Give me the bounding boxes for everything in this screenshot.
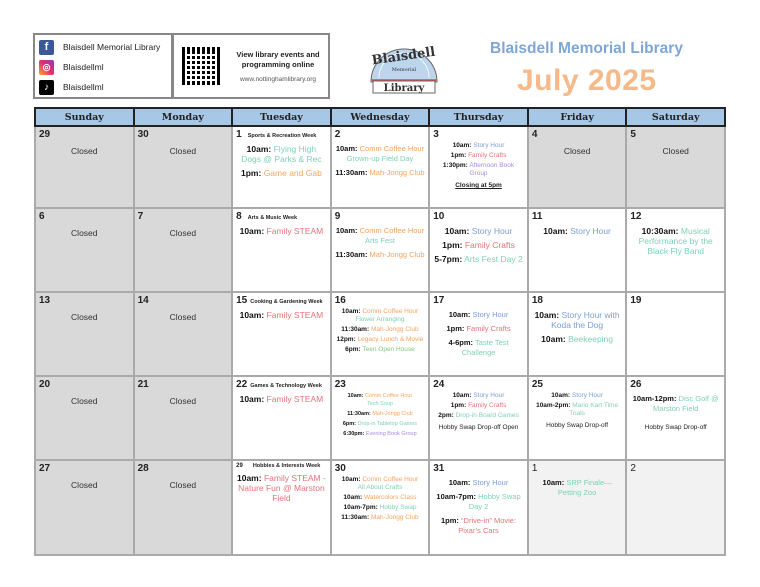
event: 11:30am: Mah-Jongg Club xyxy=(341,514,419,521)
week-row xyxy=(35,292,725,376)
day-number: 27 xyxy=(39,463,51,474)
day-number: 8 Arts & Music Week xyxy=(236,211,298,222)
day-cell[interactable] xyxy=(232,126,331,208)
day-cell[interactable] xyxy=(35,376,134,460)
day-cell[interactable] xyxy=(35,126,134,208)
event: 1pm: Family Crafts xyxy=(446,324,511,333)
svg-text:Blaisdell: Blaisdell xyxy=(370,44,437,69)
event: 10am: Family STEAM xyxy=(239,394,324,404)
weekday-sunday: Sunday xyxy=(35,108,134,126)
week-row xyxy=(35,460,725,555)
closed-label: Closed xyxy=(71,312,98,322)
day-cell[interactable] xyxy=(429,126,528,208)
weekday-monday: Monday xyxy=(134,108,233,126)
event: 10am: Family STEAM xyxy=(239,226,324,236)
day-number: 1 Sports & Recreation Week xyxy=(236,129,317,140)
day-number: 15 Cooking & Gardening Week xyxy=(236,295,323,306)
event: 10am: Story Hour xyxy=(452,142,505,149)
theme-week-label: Games & Technology Week xyxy=(250,383,322,389)
svg-text:Memorial: Memorial xyxy=(391,67,417,73)
day-number: 22 Games & Technology Week xyxy=(236,379,322,390)
weekday-tuesday: Tuesday xyxy=(232,108,331,126)
event: 6pm: Drop-in Tabletop Games xyxy=(342,421,418,427)
day-number: 20 xyxy=(39,379,51,390)
day-cell[interactable] xyxy=(626,208,725,292)
closed-label: Closed xyxy=(71,396,98,406)
event: 10am: Beekeeping xyxy=(541,334,614,344)
day-number: 29 Hobbies & Interests Week xyxy=(236,463,321,469)
day-cell[interactable] xyxy=(232,460,331,555)
day-number: 11 xyxy=(531,211,543,222)
library-logo-icon xyxy=(365,38,443,96)
website-url[interactable]: www.nottinghamlibrary.org xyxy=(239,75,317,83)
day-number: 23 xyxy=(334,379,346,390)
event: 10am: Comm Coffee Hour Arts Fest xyxy=(335,226,425,245)
event: 10am: Flying High Dogs @ Parks & Rec xyxy=(241,144,322,164)
day-number: 18 xyxy=(531,295,543,306)
day-cell[interactable] xyxy=(232,376,331,460)
day-number: 17 xyxy=(433,295,445,306)
closed-label: Closed xyxy=(169,396,197,406)
day-number: 28 xyxy=(137,463,149,474)
event: 6:30pm: Evening Book Group xyxy=(343,431,417,437)
day-cell[interactable] xyxy=(232,208,331,292)
library-name-title: Blaisdell Memorial Library xyxy=(490,40,683,57)
day-number: 6 xyxy=(39,211,45,222)
closed-label: Closed xyxy=(169,146,197,156)
event: 10am: Story Hour xyxy=(452,392,505,399)
facebook-label: Blaisdell Memorial Library xyxy=(63,42,161,52)
day-cell[interactable] xyxy=(626,460,725,555)
event: 10am-2pm: Mario Kart Time Trials xyxy=(536,402,619,417)
day-number: 10 xyxy=(433,211,445,222)
theme-week-label: Hobbies & Interests Week xyxy=(252,463,321,469)
closed-label: Closed xyxy=(169,480,197,490)
event: 10am-12pm: Disc Golf @ Marston Field xyxy=(632,394,719,413)
day-number: 2 xyxy=(630,463,636,474)
day-cell[interactable] xyxy=(528,208,627,292)
day-number: 1 xyxy=(531,463,538,474)
day-cell[interactable] xyxy=(232,292,331,376)
event: 1pm: Family Crafts xyxy=(450,152,507,159)
event: 11:30am: Mah-Jongg Club xyxy=(335,168,425,177)
closed-label: Closed xyxy=(71,480,98,490)
closed-label: Closed xyxy=(169,228,197,238)
day-cell[interactable] xyxy=(331,126,430,208)
event: 5-7pm: Arts Fest Day 2 xyxy=(434,254,523,264)
day-number: 26 xyxy=(630,379,642,390)
event: 10am: Family STEAM - Nature Fun @ Marston Field xyxy=(236,473,326,503)
qr-code-box xyxy=(172,33,330,99)
weekday-header-row xyxy=(35,108,725,126)
day-number: 25 xyxy=(531,379,543,390)
event: 10am: Story Hour xyxy=(543,226,611,236)
day-cell[interactable] xyxy=(626,376,725,460)
instagram-label: Blaisdellml xyxy=(63,62,104,72)
event: 10am: SRP Finale—Petting Zoo xyxy=(542,478,612,497)
qr-text xyxy=(228,50,328,83)
event: 11:30am: Mah-Jongg Club xyxy=(335,250,425,259)
tiktok-label: Blaisdellml xyxy=(63,82,104,92)
day-number: 30 xyxy=(334,463,346,474)
event: 10am: Comm Coffee Hour Flower Arranging xyxy=(341,308,419,323)
day-cell[interactable] xyxy=(35,208,134,292)
theme-week-label: Sports & Recreation Week xyxy=(247,133,317,139)
day-cell[interactable] xyxy=(134,376,233,460)
event: 10am: Watercolors Class xyxy=(343,494,417,501)
event: 10am: Story Hour xyxy=(448,478,509,487)
day-number: 12 xyxy=(630,211,642,222)
closed-label: Closed xyxy=(71,146,98,156)
event: 10am: Story Hour with Koda the Dog xyxy=(534,310,620,330)
day-number: 5 xyxy=(630,129,636,140)
day-cell[interactable] xyxy=(528,376,627,460)
theme-week-label: Arts & Music Week xyxy=(247,215,298,221)
closed-label: Closed xyxy=(71,228,98,238)
hobby-swap-note: Hobby Swap Drop-off Open xyxy=(438,424,519,431)
theme-week-label: Cooking & Gardening Week xyxy=(250,299,323,305)
event: 10am-7pm: Hobby Swap xyxy=(343,504,417,511)
week-row xyxy=(35,208,725,292)
day-cell[interactable] xyxy=(528,460,627,555)
week-row xyxy=(35,126,725,208)
day-number: 9 xyxy=(334,211,341,222)
closed-label: Closed xyxy=(662,146,689,156)
day-number: 16 xyxy=(334,295,346,306)
day-cell[interactable] xyxy=(35,460,134,555)
day-number: 24 xyxy=(433,379,445,390)
facebook-icon: f xyxy=(39,40,54,55)
event: 1pm: Family Crafts xyxy=(450,402,507,409)
qr-line-2: programming online xyxy=(241,59,315,69)
day-cell[interactable] xyxy=(134,292,233,376)
day-number: 13 xyxy=(39,295,51,306)
facebook-row[interactable] xyxy=(39,37,167,57)
month-title: July 2025 xyxy=(517,64,657,97)
day-cell[interactable] xyxy=(528,126,627,208)
day-number: 30 xyxy=(137,129,149,140)
day-number: 4 xyxy=(531,129,538,140)
event: 10am: Comm Coffee Hour Tech Soup xyxy=(347,393,413,407)
event: 1pm: Game and Gab xyxy=(241,168,322,178)
weekday-saturday: Saturday xyxy=(626,108,725,126)
instagram-row[interactable] xyxy=(39,57,167,77)
week-row xyxy=(35,376,725,460)
closing-note: Closing at 5pm xyxy=(455,182,502,189)
event: 10am: Story Hour xyxy=(444,226,513,236)
social-media-box xyxy=(33,33,173,99)
day-cell[interactable] xyxy=(429,208,528,292)
day-cell[interactable] xyxy=(331,208,430,292)
qr-code-icon[interactable] xyxy=(182,47,220,85)
event: 1pm: Family Crafts xyxy=(442,240,515,250)
day-number: 2 xyxy=(334,129,341,140)
weekday-wednesday: Wednesday xyxy=(331,108,430,126)
svg-text:Library: Library xyxy=(383,83,425,94)
day-number: 7 xyxy=(137,211,144,222)
event: 10am-7pm: Hobby Swap Day 2 xyxy=(436,492,521,511)
weekday-friday: Friday xyxy=(528,108,627,126)
day-cell[interactable] xyxy=(331,460,430,555)
event: 10am: Story Hour xyxy=(448,310,509,319)
tiktok-row[interactable] xyxy=(39,77,167,97)
closed-label: Closed xyxy=(169,312,197,322)
event: 10:30am: Musical Performance by the Black Fly Band xyxy=(638,226,713,256)
day-cell[interactable] xyxy=(331,292,430,376)
event: 4-6pm: Taste Test Challenge xyxy=(448,338,509,357)
day-cell[interactable] xyxy=(429,376,528,460)
day-number: 19 xyxy=(630,295,642,306)
day-cell[interactable] xyxy=(626,126,725,208)
day-cell[interactable] xyxy=(429,292,528,376)
instagram-icon: ◎ xyxy=(39,60,54,75)
day-number: 21 xyxy=(137,379,149,390)
event: 11:30am: Mah-Jongg Club xyxy=(341,326,419,333)
closed-label: Closed xyxy=(563,146,591,156)
day-cell[interactable] xyxy=(429,460,528,555)
event: 2pm: Drop-in Board Games xyxy=(438,412,519,419)
event: 1pm: “Drive-in” Movie: Pixar’s Cars xyxy=(441,516,517,535)
day-cell[interactable] xyxy=(134,208,233,292)
day-number: 29 xyxy=(39,129,51,140)
day-cell[interactable] xyxy=(35,292,134,376)
event: 10am: Story Hour xyxy=(551,392,603,399)
tiktok-icon: ♪ xyxy=(39,80,54,95)
day-number: 14 xyxy=(137,295,149,306)
day-number: 3 xyxy=(433,129,439,140)
day-number: 31 xyxy=(433,463,445,474)
day-cell[interactable] xyxy=(134,126,233,208)
day-cell[interactable] xyxy=(331,376,430,460)
day-cell[interactable] xyxy=(626,292,725,376)
event: 10am: Family STEAM xyxy=(239,310,324,320)
event: 6pm: Teen Open House xyxy=(345,346,415,353)
hobby-swap-note: Hobby Swap Drop-off xyxy=(546,422,609,429)
event: 11:30am: Mah-Jongg Club xyxy=(347,411,413,417)
hobby-swap-note: Hobby Swap Drop-off xyxy=(644,424,707,431)
calendar-grid xyxy=(34,107,726,556)
event: 10am: Comm Coffee Hour Grown-up Field Day xyxy=(335,144,425,163)
day-cell[interactable] xyxy=(528,292,627,376)
event: 10am: Comm Coffee Hour All About Crafts xyxy=(341,476,419,491)
event: 1:30pm: Afternoon Book Group xyxy=(442,162,515,177)
day-cell[interactable] xyxy=(134,460,233,555)
event: 12pm: Legacy Lunch & Movie xyxy=(336,336,424,343)
qr-line-1: View library events and xyxy=(236,49,320,59)
weekday-thursday: Thursday xyxy=(429,108,528,126)
